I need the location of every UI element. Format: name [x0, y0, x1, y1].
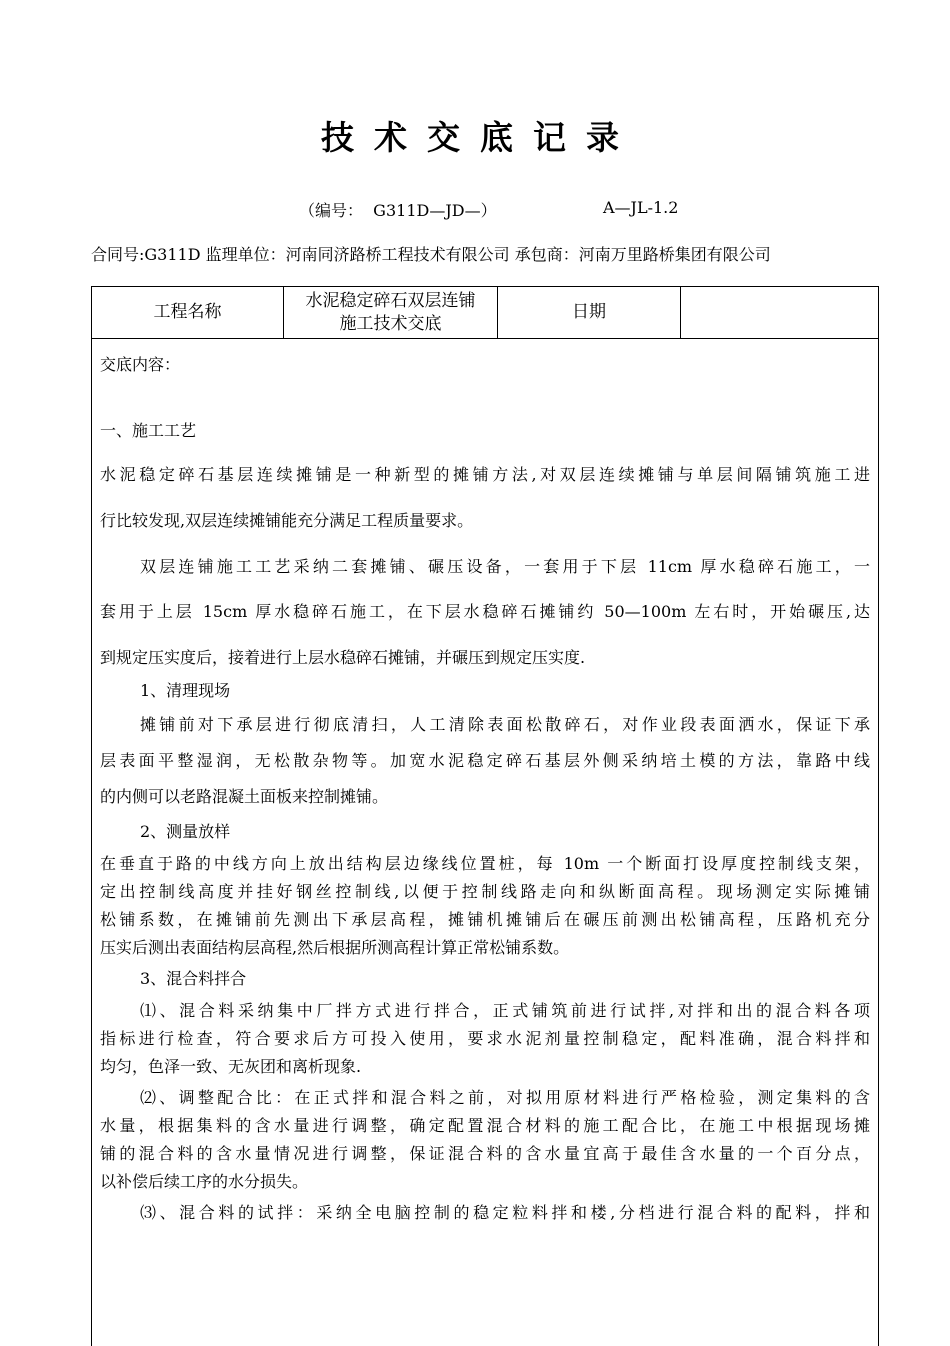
paragraph-line: ⑵、调整配合比：在正式拌和混合料之前，对拟用原材料进行严格检验，测定集料的含 — [140, 1088, 870, 1107]
contract-info-line: 合同号:G311D 监理单位：河南同济路桥工程技术有限公司 承包商：河南万里路桥集团有限公司 — [91, 245, 771, 264]
project-name-label: 工程名称 — [92, 287, 284, 338]
paragraph-line: 到规定压实度后，接着进行上层水稳碎石摊铺，并碾压到规定压实度. — [100, 648, 586, 667]
paragraph-line: 的内侧可以老路混凝土面板来控制摊铺。 — [100, 787, 389, 806]
paragraph-line: 在垂直于路的中线方向上放出结构层边缘线位置桩，每 10m 一个断面打设厚度控制线支架， — [100, 854, 870, 873]
paragraph-line: 双层连铺施工工艺采纳二套摊铺、碾压设备，一套用于下层 11cm 厚水稳碎石施工，一 — [140, 557, 870, 576]
paragraph-line: 定出控制线高度并挂好钢丝控制线,以便于控制线路走向和纵断面高程。现场测定实际摊铺 — [100, 882, 870, 901]
paragraph-line: ⑶、混合料的试拌：采纳全电脑控制的稳定粒料拌和楼,分档进行混合料的配料，拌和 — [140, 1203, 870, 1222]
paragraph-line: 以补偿后续工序的水分损失。 — [100, 1172, 309, 1191]
intro-label: 交底内容： — [100, 355, 181, 374]
paragraph-line: 套用于上层 15cm 厚水稳碎石施工，在下层水稳碎石摊铺约 50—100m 左右时，开始碾压,达 — [100, 602, 870, 621]
paragraph-line: 摊铺前对下承层进行彻底清扫，人工清除表面松散碎石，对作业段表面洒水，保证下承 — [140, 715, 870, 734]
paragraph-line: 压实后测出表面结构层高程,然后根据所测高程计算正常松铺系数。 — [100, 938, 570, 957]
subsection-heading-1: 1、清理现场 — [140, 681, 231, 700]
date-label: 日期 — [498, 287, 681, 338]
record-table — [91, 286, 879, 1346]
subsection-heading-2: 2、测量放样 — [140, 822, 231, 841]
subsection-heading-3: 3、混合料拌合 — [140, 969, 247, 988]
date-value — [681, 287, 878, 338]
header-row — [92, 287, 878, 339]
paragraph-line: 水泥稳定碎石基层连续摊铺是一种新型的摊铺方法,对双层连续摊铺与单层间隔铺筑施工进 — [100, 465, 870, 484]
paragraph-line: 指标进行检查，符合要求后方可投入使用，要求水泥剂量控制稳定，配料准确，混合料拌和 — [100, 1029, 870, 1048]
project-name-line2: 施工技术交底 — [339, 313, 442, 334]
paragraph-line: 铺的混合料的含水量情况进行调整，保证混合料的含水量宜高于最佳含水量的一个百分点， — [100, 1144, 870, 1163]
paragraph-line: 行比较发现,双层连续摊铺能充分满足工程质量要求。 — [100, 511, 474, 530]
document-title: 技术交底记录 — [321, 118, 639, 157]
paragraph-line: ⑴、混合料采纳集中厂拌方式进行拌合，正式铺筑前进行试拌,对拌和出的混合料各项 — [140, 1001, 870, 1020]
project-name-line1: 水泥稳定碎石双层连铺 — [305, 290, 476, 311]
paragraph-line: 均匀，色泽一致、无灰团和离析现象. — [100, 1057, 362, 1076]
paragraph-line: 松铺系数，在摊铺前先测出下承层高程，摊铺机摊铺后在碾压前测出松铺高程，压路机充分 — [100, 910, 870, 929]
section-heading-1: 一、施工工艺 — [100, 421, 197, 440]
project-name-value — [284, 287, 498, 338]
document-number: （编号： G311D—JD—） — [299, 201, 497, 220]
paragraph-line: 水量，根据集料的含水量进行调整，确定配置混合材料的施工配合比，在施工中根据现场摊 — [100, 1116, 870, 1135]
paragraph-line: 层表面平整湿润，无松散杂物等。加宽水泥稳定碎石基层外侧采纳培土模的方法，靠路中线 — [100, 751, 870, 770]
form-code: A—JL-1.2 — [603, 198, 679, 217]
